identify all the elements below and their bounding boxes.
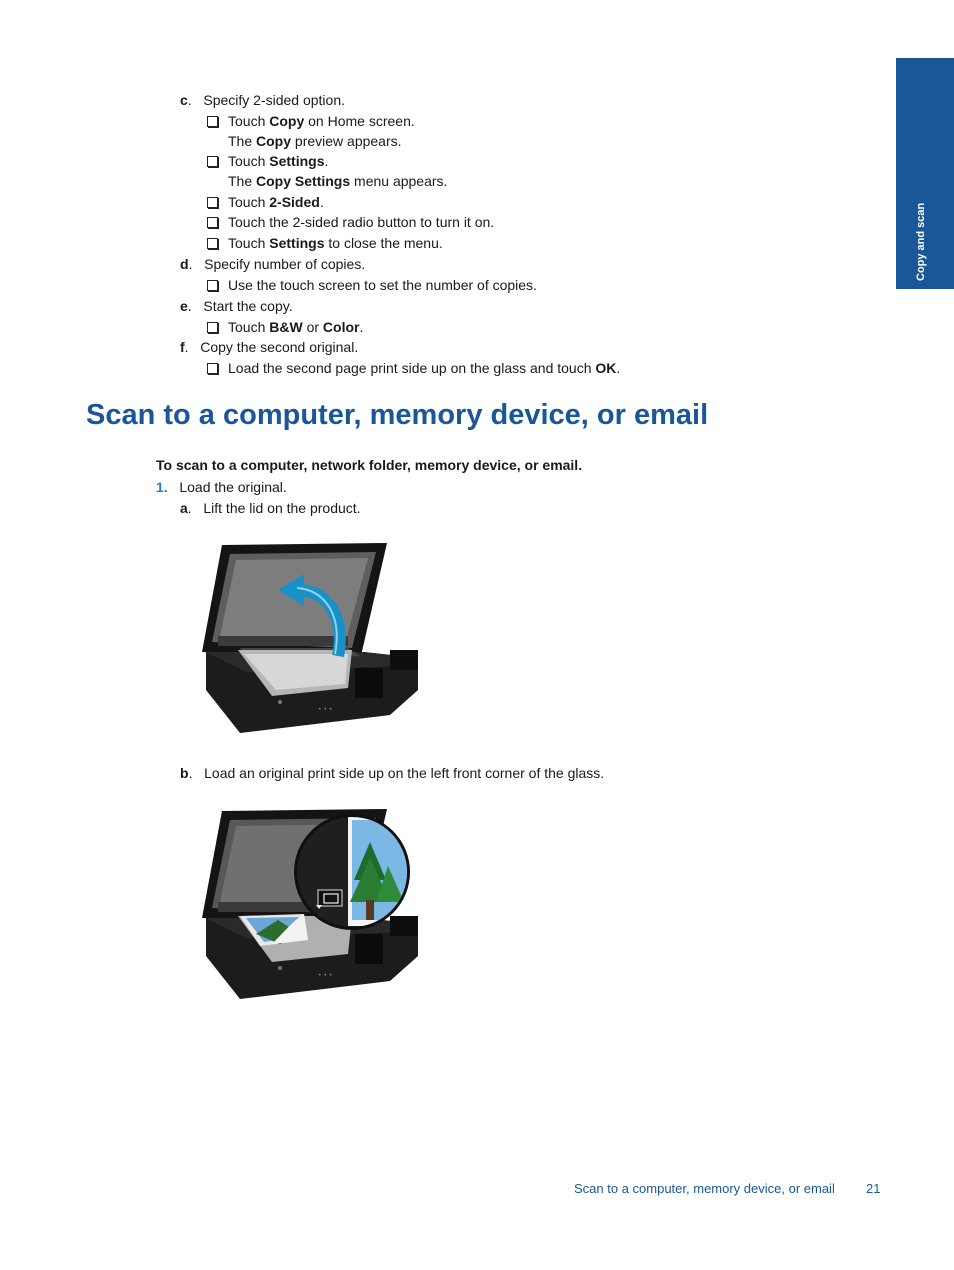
step-1: [156, 478, 287, 496]
checkbox-icon: [207, 322, 218, 333]
step-text: Start the copy.: [203, 298, 293, 314]
step-text: Load the original.: [179, 479, 287, 495]
checkbox-icon: [207, 217, 218, 228]
checkbox-icon: [207, 238, 218, 249]
printer-load-original-illustration: [200, 806, 422, 1001]
step-text: Specify number of copies.: [204, 256, 366, 272]
step-marker: a: [180, 500, 188, 516]
bullet-item: Use the touch screen to set the number of copies.: [228, 277, 537, 293]
side-tab-label: Copy and scan: [915, 202, 927, 281]
bullet-note: The Copy Settings menu appears.: [228, 173, 448, 189]
bullet-item: Touch 2-Sided.: [228, 194, 324, 210]
svg-text:• • •: • • •: [318, 706, 333, 713]
bullet-item: Touch the 2-sided radio button to turn it on.: [228, 214, 495, 230]
step-a: a. Lift the lid on the product.: [180, 500, 361, 516]
bullet-note: The Copy preview appears.: [228, 133, 402, 149]
bullet-item: Touch Copy on Home screen.: [228, 113, 415, 129]
step-marker: e: [180, 298, 188, 314]
step-text: Copy the second original.: [200, 339, 359, 355]
checkbox-icon: [207, 197, 218, 208]
checkbox-icon: [207, 156, 218, 167]
section-heading: Scan to a computer, memory device, or email: [86, 399, 709, 431]
bullet-item: Touch B&W or Color.: [228, 319, 364, 335]
step-text: Load an original print side up on the left front corner of the glass.: [204, 765, 605, 781]
step-c: c. Specify 2-sided option.: [180, 92, 345, 108]
bullet-item: Load the second page print side up on the glass and touch OK.: [228, 360, 621, 376]
checkbox-icon: [207, 280, 218, 291]
step-f: f. Copy the second original.: [180, 339, 359, 355]
bullet-item: Touch Settings to close the menu.: [228, 235, 443, 251]
step-marker: c: [180, 92, 188, 108]
svg-text:• • •: • • •: [318, 972, 333, 979]
bullet-item: Touch Settings.: [228, 153, 329, 169]
checkbox-icon: [207, 116, 218, 127]
footer-section-title: Scan to a computer, memory device, or email: [574, 1181, 835, 1196]
step-text: Specify 2-sided option.: [203, 92, 345, 108]
procedure-title: To scan to a computer, network folder, memory device, or email.: [156, 457, 583, 473]
checkbox-icon: [207, 363, 218, 374]
side-tab: [896, 58, 954, 289]
step-marker: d: [180, 256, 189, 272]
step-text: Lift the lid on the product.: [203, 500, 361, 516]
step-e: e. Start the copy.: [180, 298, 293, 314]
step-d: d. Specify number of copies.: [180, 256, 366, 272]
page-number: 21: [866, 1181, 881, 1196]
step-b: b. Load an original print side up on the left front corner of the glass.: [180, 765, 605, 781]
step-marker: f: [180, 339, 185, 355]
step-marker: b: [180, 765, 189, 781]
step-number: 1.: [156, 479, 168, 495]
printer-lid-open-illustration: [200, 540, 422, 735]
